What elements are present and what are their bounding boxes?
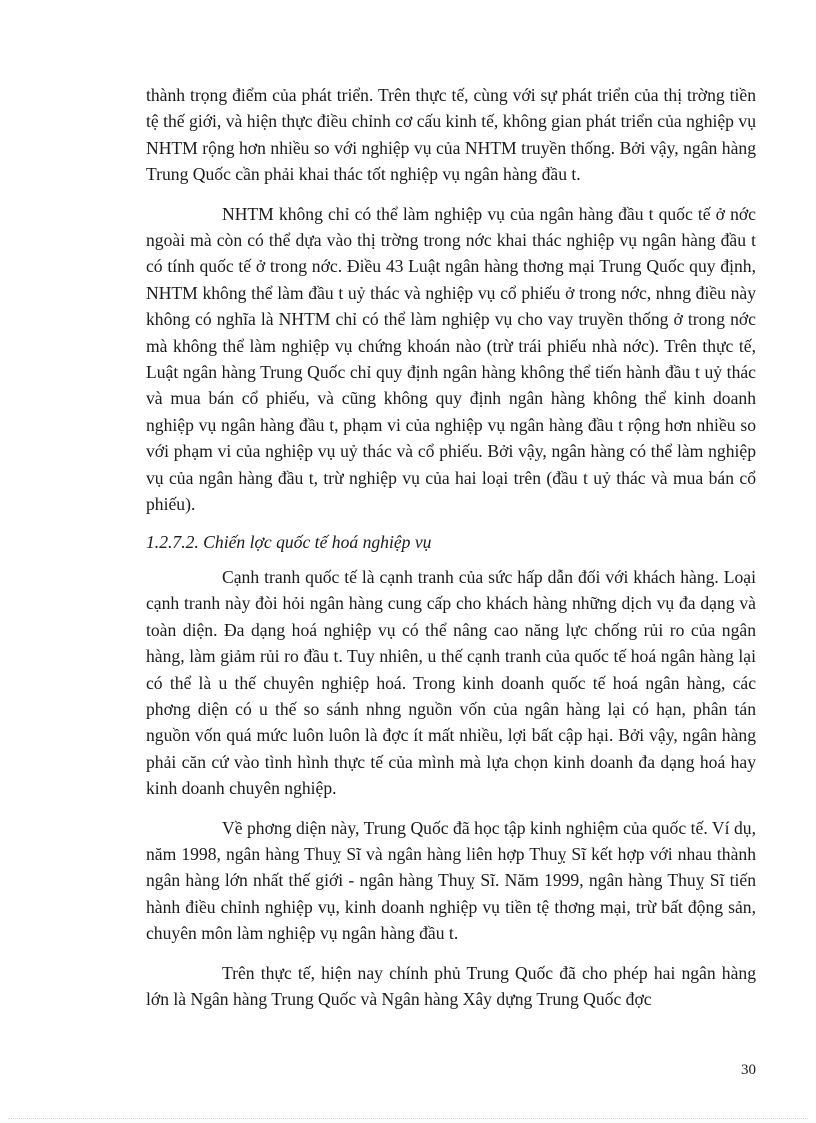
paragraph-nhtm: NHTM không chỉ có thể làm nghiệp vụ của ngân hàng đầu t quốc tế ở nớc ngoài mà còn có thể dựa vào thị trờng trong nớc khai thác nghiệp vụ ngân hàng đầu t có tính quốc tế ở trong nớc. Điều 43 Luật ngân hàng thơng mại Trung Quốc quy định, NHTM không thể làm đầu t uỷ thác và nghiệp vụ cổ phiếu ở trong nớc, nhng điều này không có nghĩa là NHTM chỉ có thể làm nghiệp vụ cho vay truyền thống ở trong nớc mà không thể làm nghiệp vụ chứng khoán nào (trừ trái phiếu nhà nớc). Trên thực tế, Luật ngân hàng Trung Quốc chỉ quy định ngân hàng không thể tiến hành đầu t uỷ thác và mua bán cổ phiếu, và cũng không quy định ngân hàng không thể kinh doanh nghiệp vụ ngân hàng đầu t, phạm vi của nghiệp vụ ngân hàng đầu t rộng hơn nhiều so với phạm vi của nghiệp vụ uỷ thác và cổ phiếu. Bởi vậy, ngân hàng có thể làm nghiệp vụ của ngân hàng đầu t, trừ nghiệp vụ của hai loại trên (đầu t uỷ thác và mua bán cổ phiếu). (146, 203, 756, 515)
section-heading: 1.2.7.2. Chiến lợc quốc tế hoá nghiệp vụ (146, 531, 432, 552)
paragraph-government: Trên thực tế, hiện nay chính phủ Trung Quốc đã cho phép hai ngân hàng lớn là Ngân hàng Trung Quốc và Ngân hàng Xây dựng Trung Quốc đợc (146, 962, 756, 1009)
page-number: 30 (741, 1062, 756, 1078)
body-text (146, 82, 756, 1012)
paragraph-competition: Cạnh tranh quốc tế là cạnh tranh của sức hấp dẫn đối với khách hàng. Loại cạnh tranh này đòi hỏi ngân hàng cung cấp cho khách hàng những dịch vụ đa dạng và toàn diện. Đa dạng hoá nghiệp vụ có thể nâng cao năng lực chống rủi ro của ngân hàng, làm giảm rủi ro đầu t. Tuy nhiên, u thế cạnh tranh của quốc tế hoá ngân hàng lại có thể là u thế chuyên nghiệp hoá. Trong kinh doanh quốc tế hoá ngân hàng, các phơng diện có u thế so sánh nhng nguồn vốn của ngân hàng lại có hạn, phân tán nguồn vốn quá mức luôn luôn là đợc ít mất nhiều, lợi bất cập hại. Bởi vậy, ngân hàng phải căn cứ vào tình hình thực tế của mình mà lựa chọn kinh doanh đa dạng hoá hay kinh doanh chuyên nghiệp. (146, 566, 756, 799)
page-bottom-divider (8, 1118, 808, 1119)
paragraph-experience: Về phơng diện này, Trung Quốc đã học tập kinh nghiệm của quốc tế. Ví dụ, năm 1998, ngân hàng Thuỵ Sĩ và ngân hàng liên hợp Thuỵ Sĩ kết hợp với nhau thành ngân hàng lớn nhất thế giới - ngân hàng Thuỵ Sĩ. Năm 1999, ngân hàng Thuỵ Sĩ tiến hành điều chỉnh nghiệp vụ, kinh doanh nghiệp vụ tiền tệ thơng mại, trừ bất động sản, chuyên môn làm nghiệp vụ ngân hàng đầu t. (146, 817, 756, 944)
paragraph-continuation: thành trọng điểm của phát triển. Trên thực tế, cùng với sự phát triển của thị trờng tiền tệ thế giới, và hiện thực điều chỉnh cơ cấu kinh tế, không gian phát triển của nghiệp vụ NHTM rộng hơn nhiều so với nghiệp vụ của NHTM truyền thống. Bởi vậy, ngân hàng Trung Quốc cần phải khai thác tốt nghiệp vụ ngân hàng đầu t. (146, 85, 756, 185)
